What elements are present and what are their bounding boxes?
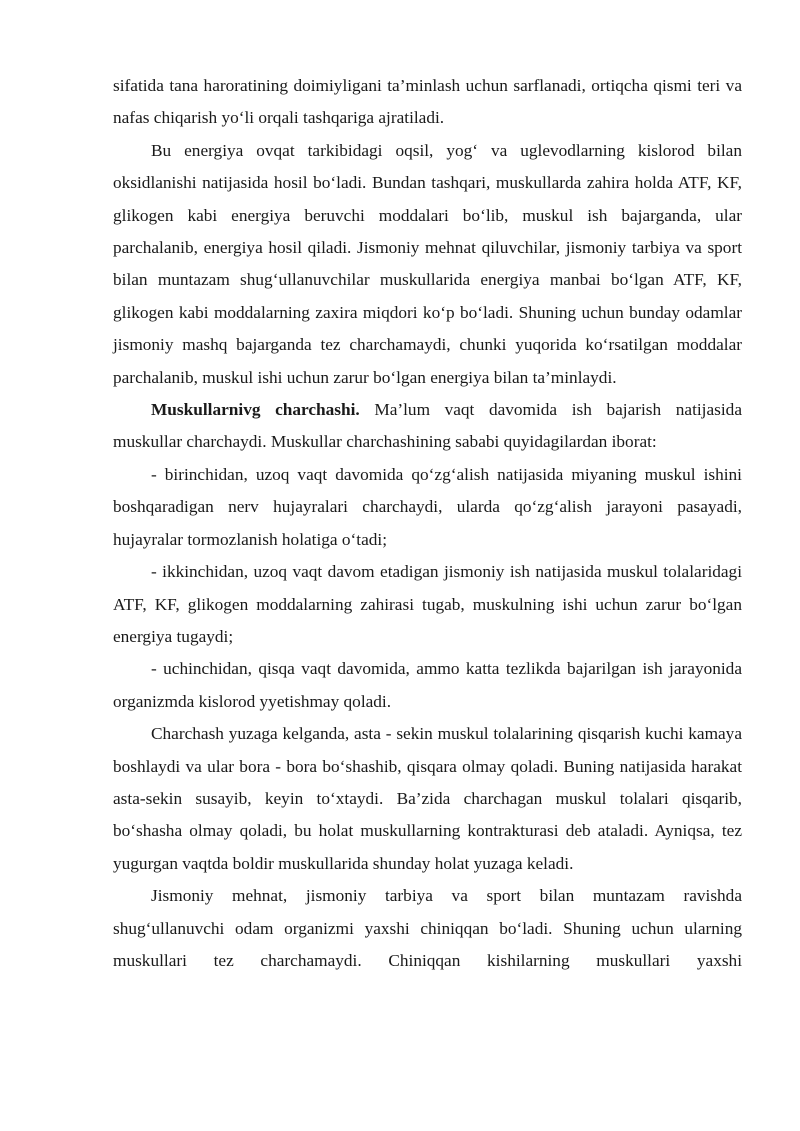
- paragraph-muscle-fatigue-text: Ma’lum vaqt davomida ish bajarish natijasida muskullar charchaydi. Muskullar charchashining sababi quyidagilardan iborat:: [113, 400, 742, 452]
- paragraph-energy-source: Bu energiya ovqat tarkibidagi oqsil, yog‘ va uglevodlarning kislorod bilan oksidlanishi natijasida hosil bo‘ladi. Bundan tashqari, muskullarda zahira holda ATF, KF, glikogen kabi energiya beruvchi moddalari bo‘lib, muskul ish bajarganda, ular parchalanib, energiya hosil qiladi. Jismoniy mehnat qiluvchilar, jismoniy tarbiya va sport bilan muntazam shug‘ullanuvchilar muskullarida energiya manbai bo‘lgan ATF, KF, glikogen kabi moddalarning zaxira miqdori ko‘p bo‘ladi. Shuning uchun bunday odamlar jismoniy mashq bajarganda tez charchamaydi, chunki yuqorida ko‘rsatilgan moddalar parchalanib, muskul ishi uchun zarur bo‘lgan energiya bilan ta’minlaydi.: [113, 140, 742, 387]
- paragraph-muscle-fatigue: [113, 394, 742, 459]
- section-heading: Muskullarnivg charchashi.: [151, 400, 360, 420]
- paragraph-training: Jismoniy mehnat, jismoniy tarbiya va sport bilan muntazam ravishda shug‘ullanuvchi odam organizmi yaxshi chiniqqan bo‘ladi. Shuning uchun ularning muskullari tez charchamaydi. Chiniqqan kishilarning muskullari yaxshi: [113, 886, 742, 970]
- paragraph-continuation: sifatida tana haroratining doimiyligani ta’minlash uchun sarflanadi, ortiqcha qismi teri va nafas chiqarish yo‘li orqali tashqariga ajratiladi.: [113, 76, 742, 128]
- paragraph-contracture: Charchash yuzaga kelganda, asta - sekin muskul tolalarining qisqarish kuchi kamaya boshlaydi va ular bora - bora bo‘shashib, qisqara olmay qoladi. Buning natijasida harakat asta-sekin susayib, keyin to‘xtaydi. Ba’zida charchagan muskul tolalari qisqarib, bo‘shasha olmay qoladi, bu holat muskullarning kontrakturasi deb ataladi. Ayniqsa, tez yugurgan vaqtda boldir muskullarida shunday holat yuzaga keladi.: [113, 724, 742, 873]
- list-item-third-reason: - uchinchidan, qisqa vaqt davomida, ammo katta tezlikda bajarilgan ish jarayonida organizmda kislorod yyetishmay qoladi.: [113, 659, 742, 711]
- list-item-second-reason: - ikkinchidan, uzoq vaqt davom etadigan jismoniy ish natijasida muskul tolalaridagi ATF, KF, glikogen moddalarning zahirasi tugab, muskulning ishi uchun zarur bo‘lgan energiya tugaydi;: [113, 562, 742, 646]
- document-page: [113, 70, 742, 977]
- list-item-first-reason: - birinchidan, uzoq vaqt davomida qo‘zg‘alish natijasida miyaning muskul ishini boshqaradigan nerv hujayralari charchaydi, ularda qo‘zg‘alish jarayoni pasayadi, hujayralar tormozlanish holatiga o‘tadi;: [113, 464, 742, 549]
